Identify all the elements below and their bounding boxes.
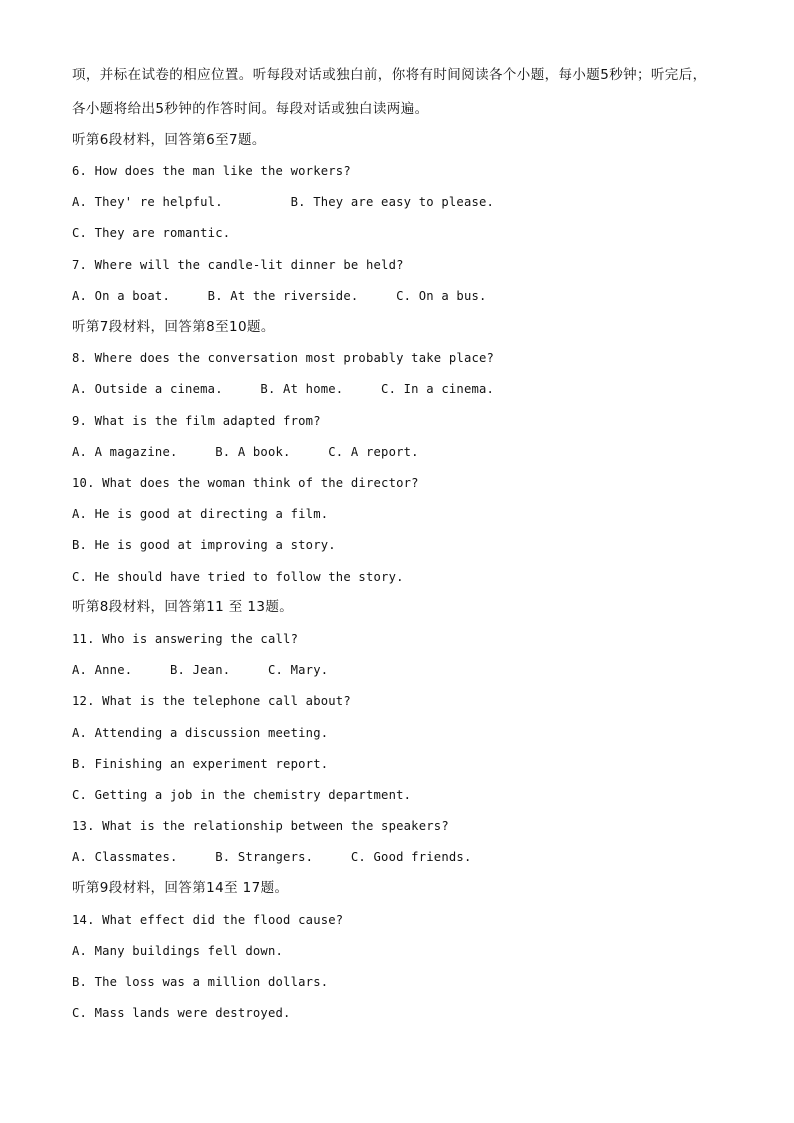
question-10-stem: 10. What does the woman think of the director? <box>72 476 419 490</box>
question-7-stem: 7. Where will the candle-lit dinner be held? <box>72 258 404 272</box>
question-7-options: A. On a boat. B. At the riverside. C. On a bus. <box>72 289 487 303</box>
question-9-options: A. A magazine. B. A book. C. A report. <box>72 445 419 459</box>
section-heading-7: 听第7段材料，回答第8至10题。 <box>72 319 275 335</box>
section-heading-8: 听第8段材料，回答第11 至 13题。 <box>72 599 294 615</box>
question-14-option-c: C. Mass lands were destroyed. <box>72 1006 291 1020</box>
section-heading-9: 听第9段材料，回答第14至 17题。 <box>72 880 289 896</box>
section-heading-6: 听第6段材料，回答第6至7题。 <box>72 132 266 148</box>
question-12-option-b: B. Finishing an experiment report. <box>72 757 329 771</box>
question-8-options: A. Outside a cinema. B. At home. C. In a cinema. <box>72 382 495 396</box>
instructions-line-2: 各小题将给出5秒钟的作答时间。每段对话或独白读两遍。 <box>72 101 429 117</box>
question-10-option-a: A. He is good at directing a film. <box>72 507 329 521</box>
question-12-option-c: C. Getting a job in the chemistry department. <box>72 788 412 802</box>
question-9-stem: 9. What is the film adapted from? <box>72 414 321 428</box>
question-11-options: A. Anne. B. Jean. C. Mary. <box>72 663 329 677</box>
question-13-options: A. Classmates. B. Strangers. C. Good friends. <box>72 850 472 864</box>
question-12-option-a: A. Attending a discussion meeting. <box>72 726 329 740</box>
question-10-option-c: C. He should have tried to follow the story. <box>72 570 404 584</box>
question-8-stem: 8. Where does the conversation most probably take place? <box>72 351 495 365</box>
question-12-stem: 12. What is the telephone call about? <box>72 694 351 708</box>
question-14-option-a: A. Many buildings fell down. <box>72 944 284 958</box>
question-13-stem: 13. What is the relationship between the speakers? <box>72 819 449 833</box>
question-6-stem: 6. How does the man like the workers? <box>72 164 351 178</box>
question-10-option-b: B. He is good at improving a story. <box>72 538 336 552</box>
question-11-stem: 11. Who is answering the call? <box>72 632 299 646</box>
question-6-option-c: C. They are romantic. <box>72 226 231 240</box>
instructions-line-1: 项，并标在试卷的相应位置。听每段对话或独白前，你将有时间阅读各个小题，每小题5秒钟；听完后， <box>72 67 707 83</box>
question-14-stem: 14. What effect did the flood cause? <box>72 913 344 927</box>
question-6-options-ab: A. They' re helpful. B. They are easy to please. <box>72 195 495 209</box>
question-14-option-b: B. The loss was a million dollars. <box>72 975 329 989</box>
